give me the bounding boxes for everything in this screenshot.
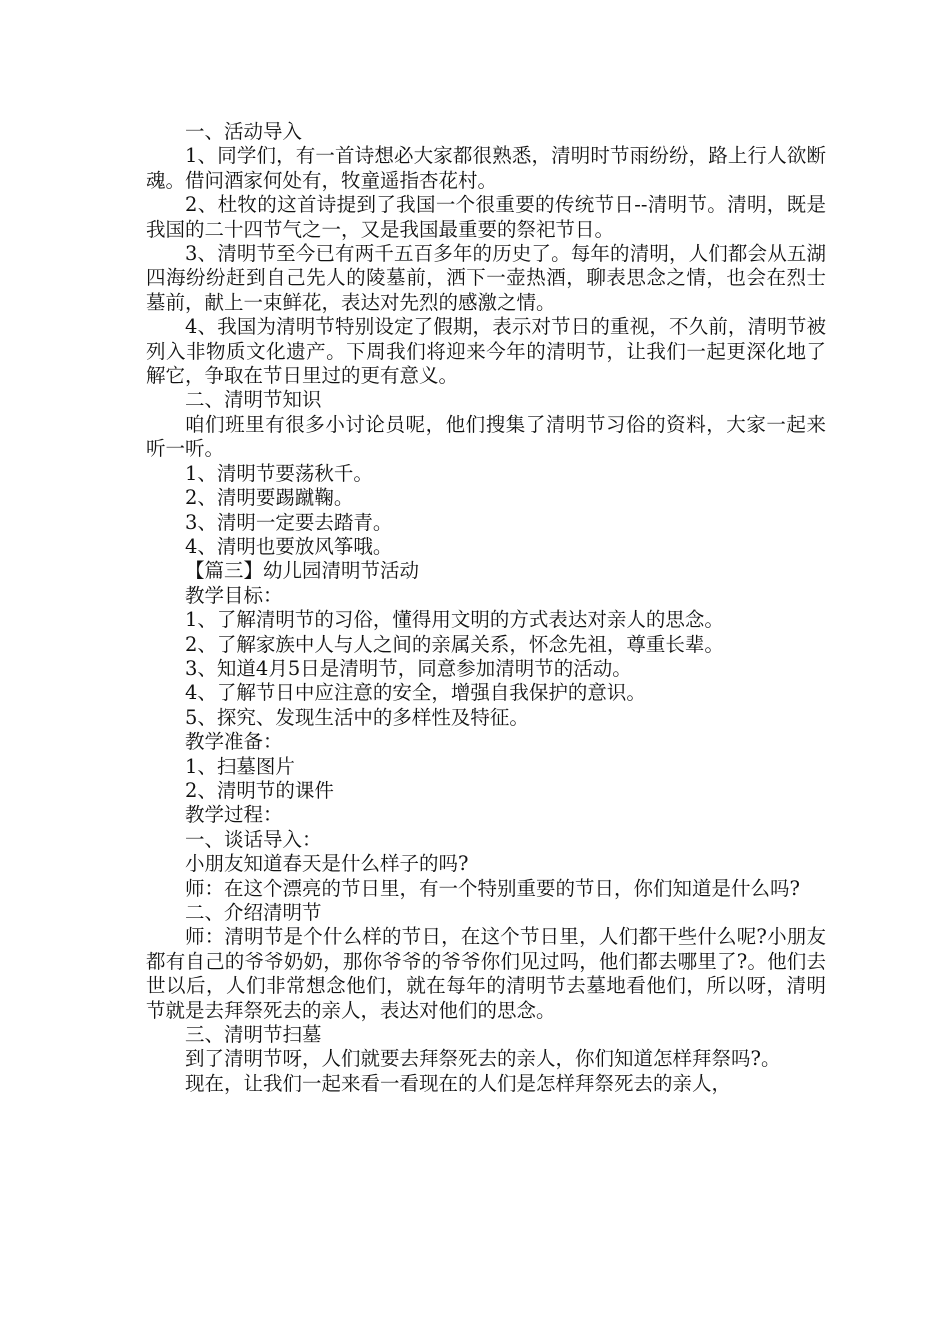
section-heading: 教学过程： [185,803,283,827]
chapter-title: 【篇三】幼儿园清明节活动 [185,559,420,583]
paragraph: 现在，让我们一起来看一看现在的人们是怎样拜祭死去的亲人， [185,1071,732,1095]
paragraph: 咱们班里有很多小讨论员呢，他们搜集了清明节习俗的资料，大家一起来听一听。 [146,412,826,461]
section-heading: 一、谈话导入： [185,827,322,851]
paragraph: 到了清明节呀，人们就要去拜祭死去的亲人，你们知道怎样拜祭吗?。 [185,1047,781,1071]
section-heading: 教学目标： [185,583,283,607]
list-item: 3、清明一定要去踏青。 [185,510,393,534]
list-item: 4、清明也要放风筝哦。 [185,534,393,558]
paragraph: 1、同学们，有一首诗想必大家都很熟悉，清明时节雨纷纷，路上行人欲断魂。借问酒家何处有，牧童遥指杏花村。 [146,144,826,192]
list-item: 2、清明要踢蹴鞠。 [185,486,354,510]
paragraph: 3、清明节至今已有两千五百多年的历史了。每年的清明，人们都会从五湖四海纷纷赶到自己先人的陵墓前，洒下一壶热酒，聊表思念之情，也会在烈士墓前，献上一束鲜花，表达对先烈的感激之情。 [146,242,826,314]
list-item: 2、清明节的课件 [185,778,334,802]
paragraph: 小朋友知道春天是什么样子的吗? [185,852,469,876]
section-heading: 三、清明节扫墓 [185,1023,322,1047]
section-heading: 教学准备： [185,730,283,754]
paragraph: 师：清明节是个什么样的节日，在这个节日里，人们都干些什么呢?小朋友都有自己的爷爷奶奶，那你爷爷的爷爷你们见过吗，他们都去哪里了?。他们去世以后，人们非常想念他们，就在每年的清明节去墓地看他们，所以呀，清明节就是去拜祭死去的亲人，表达对他们的思念。 [146,925,826,1022]
list-item: 5、探究、发现生活中的多样性及特征。 [185,705,529,729]
section-heading: 一、活动导入 [185,120,303,143]
section-heading: 二、清明节知识 [185,388,322,412]
list-item: 1、了解清明节的习俗，懂得用文明的方式表达对亲人的思念。 [185,608,724,632]
paragraph: 4、我国为清明节特别设定了假期，表示对节日的重视，不久前，清明节被列入非物质文化遗产。下周我们将迎来今年的清明节，让我们一起更深化地了解它，争取在节日里过的更有意义。 [146,315,826,388]
list-item: 3、知道4月5日是清明节，同意参加清明节的活动。 [185,656,632,680]
list-item: 2、了解家族中人与人之间的亲属关系，怀念先祖，尊重长辈。 [185,632,724,656]
list-item: 4、了解节日中应注意的安全，增强自我保护的意识。 [185,681,646,705]
paragraph: 师：在这个漂亮的节日里，有一个特别重要的节日，你们知道是什么吗? [185,876,800,900]
document-page [146,120,826,1096]
list-item: 1、清明节要荡秋千。 [185,461,373,485]
paragraph: 2、杜牧的这首诗提到了我国一个很重要的传统节日--清明节。清明，既是我国的二十四节气之一，又是我国最重要的祭祀节日。 [146,193,826,241]
list-item: 1、扫墓图片 [185,754,295,778]
section-heading: 二、介绍清明节 [185,901,322,924]
